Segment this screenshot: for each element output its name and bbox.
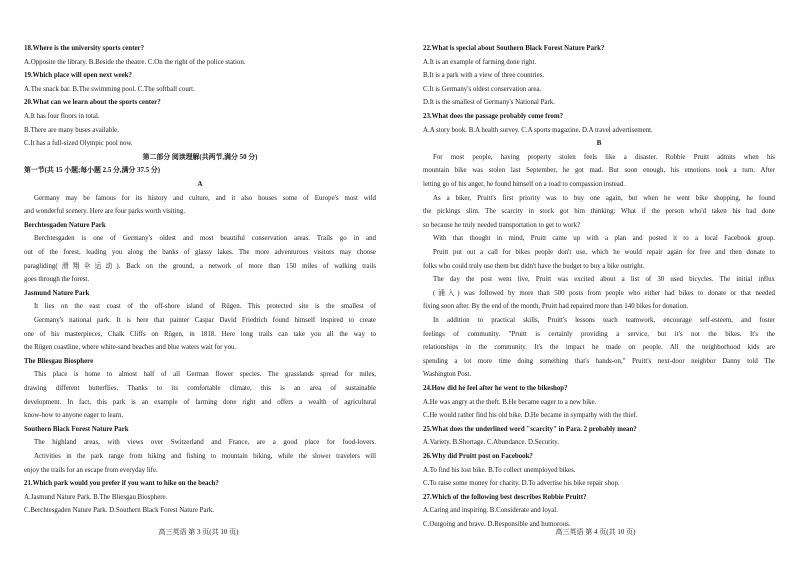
page-3-line: Jasmund Nature Park bbox=[24, 289, 90, 297]
page-3-line: 21.Which park would you prefer if you want to hike on the beach? bbox=[24, 480, 219, 488]
page-4-line: C.To raise some money for charity. D.To advertise his bike repair shop. bbox=[423, 480, 620, 488]
page-4-line: Washington Post. bbox=[423, 371, 472, 379]
page-3-line: A bbox=[197, 181, 203, 188]
page-3-line: one of his masterpieces, Chalk Cliffs on Rügen, in 1818. Here long trails can take you all the way to bbox=[24, 330, 376, 338]
page-4-line: With that thought in mind, Pruitt came up with a plan and posted it to a local Facebook group. bbox=[433, 235, 775, 243]
page-4-line: mountain bike was stolen last September, he got mad. But soon enough, his emotions took a turn. After bbox=[423, 167, 775, 175]
page-4-line: C.It is Germany's oldest conservation area. bbox=[423, 85, 542, 93]
page-4-line: 25.What does the underlined word "scarcity" in Para. 2 probably mean? bbox=[423, 425, 637, 433]
page-4-line: B.It is a park with a view of three countries. bbox=[423, 72, 545, 80]
page-4-line: A.It is an example of farming done right. bbox=[423, 58, 537, 66]
page-4-line: For most people, having property stolen feels like a disaster. Robbie Pruitt admits when his bbox=[433, 153, 775, 161]
page-3-line: C.It has a full-sized Olympic pool now. bbox=[24, 140, 133, 148]
page-4-line: A.Caring and inspiring. B.Considerate and loyal. bbox=[423, 507, 558, 515]
page-4-line: feelings of community. "Pruitt is certainly providing a service, but it's not the bikes. It's the bbox=[423, 330, 775, 338]
page-4-line: fixing soon after. By the end of the month, Pruitt had repaired more than 140 bikes for donation. bbox=[423, 303, 689, 311]
page-3-line: This place is home to almost half of all German flower species. The grasslands spread for miles, bbox=[34, 371, 376, 379]
page-3-line: enjoy the trails for an escape from everyday life. bbox=[24, 466, 158, 474]
page-4-line: 24.How did he feel after he went to the bikeshop? bbox=[423, 385, 568, 392]
page-3-line: Germany's national park. It is here that painter Caspar David Friedrich found himself inspired to create bbox=[34, 317, 376, 324]
page-3-line: B.There are many buses available. bbox=[24, 126, 119, 134]
page-4-line: spending a lot more time doing something that's hands-on," Pruitt's next-door neighbor Danny told The bbox=[423, 357, 775, 365]
page-3-line: goes through the forest. bbox=[24, 276, 90, 284]
page-4-line: folks who could truly use them but didn't have the budget to buy a bike outright. bbox=[423, 262, 645, 270]
page-4-line: A.A story book. B.A health survey. C.A sports magazine. D.A travel advertisement. bbox=[423, 126, 653, 134]
page-3-line: A.It has four floors in total. bbox=[24, 113, 100, 120]
page-3-footer: 高三英语 第 3 页(共 10 页) bbox=[158, 528, 239, 536]
page-3-line: Activities in the park range from hiking and fishing to mountain biking, while the slower travelers will bbox=[34, 453, 376, 460]
page-3-line: Southern Black Forest Nature Park bbox=[24, 425, 129, 433]
page-3-line: A.Opposite the library. B.Beside the theatre. C.On the right of the police station. bbox=[24, 58, 246, 66]
page-4-text bbox=[397, 0, 794, 562]
page-4-line: A.Variety. B.Shortage. C.Abundance. D.Security. bbox=[423, 439, 559, 447]
page-3-line: 19.Which place will open next week? bbox=[24, 72, 132, 80]
page-4-line: The day the post went live, Pruitt was excited about a list of 30 used bicycles. The initial influx bbox=[433, 276, 775, 284]
page-4-line: D.It is the smallest of Germany's National Park. bbox=[423, 99, 555, 107]
page-3-line: It lies on the east coast of the off-shore island of Rügen. This protected site is the smallest of bbox=[34, 303, 376, 311]
page-4-line: the pickings slim. The scarcity in stock got him thinking: What if the person who'd taken his had done bbox=[423, 208, 775, 216]
page-4-line: As a biker, Pruitt's first priority was to buy one again, but when he went bike shopping, he found bbox=[433, 194, 775, 202]
page-3-line: drawing different butterflies. Thanks to its comfortable climate, this is an area of sustainable bbox=[24, 385, 376, 392]
page-3-line: Germany may be famous for its history and culture, and it also houses some of Europe's most wild bbox=[34, 194, 376, 202]
page-3-line: 18.Where is the university sports center? bbox=[24, 45, 145, 52]
page-4-line: (涌入) was followed by more than 500 posts from people who either had bikes to donate or that needed bbox=[433, 289, 775, 297]
page-4-line: relationships in the community. It's the impact he made on people. All the neighborhood kids are bbox=[423, 344, 775, 352]
page-3-line: A.Jasmund Nature Park. B.The Bliesgau Biosphere. bbox=[24, 493, 168, 501]
page-4-line: 27.Which of the following best describes Robbie Pruitt? bbox=[423, 493, 587, 501]
page-3-line: The highland areas, with views over Switzerland and France, are a good place for food-lovers. bbox=[34, 439, 376, 447]
page-3-line: development. In fact, this park is an example of farming done right and offers a wealth of agricultural bbox=[24, 398, 376, 406]
page-4-line: B bbox=[596, 140, 602, 148]
page-4-line: 22.What is special about Southern Black Forest Nature Park? bbox=[423, 45, 605, 52]
page-4-line: A.To find his lost bike. B.To collect unemployed bikes. bbox=[423, 466, 576, 474]
page-4-line: C.He would rather find his old bike. D.He became in sympathy with the thief. bbox=[423, 412, 638, 420]
page-3-line: The Bliesgau Biosphere bbox=[24, 357, 94, 365]
page-3-line: 第一节(共 15 小题;每小题 2.5 分,满分 37.5 分) bbox=[24, 167, 161, 175]
page-3-line: Berchtesgaden is one of Germany's oldest and most beautiful conservation areas. Trails go in and bbox=[34, 235, 376, 243]
page-4-footer: 高三英语 第 4 页(共 10 页) bbox=[555, 528, 636, 536]
page-4-line: Pruitt put out a call for bikes people don't use, which he would repair again for free and then donate to bbox=[433, 249, 775, 256]
page-3-line: A.The snack bar. B.The swimming pool. C.The softball court. bbox=[24, 85, 195, 93]
page-3-line: Berchtesgaden Nature Park bbox=[24, 221, 106, 229]
page-4-line: A.He was angry at the theft. B.He became eager to a new bike. bbox=[423, 398, 597, 406]
page-3-line: 20.What can we learn about the sports center? bbox=[24, 99, 161, 107]
page-4-line: 23.What does the passage probably come from? bbox=[423, 113, 564, 120]
page-4-line: 26.Why did Pruitt post on Facebook? bbox=[423, 453, 533, 460]
page-4-line: so because he truly needed transportation to get to work? bbox=[423, 221, 581, 229]
page-3-line: paragliding(滑翔伞运动). Back on the ground, a network of more than 150 miles of walking trails bbox=[24, 262, 376, 270]
page-4-line: In addition to practical skills, Pruitt's lessons teach teamwork, encourage self-esteem, and foster bbox=[433, 317, 775, 324]
page-3-line: and wonderful scenery. Here are four parks worth visiting. bbox=[24, 208, 186, 216]
page-3-line: C.Berchtesgaden Nature Park. D.Southern Black Forest Nature Park. bbox=[24, 507, 215, 515]
page-4-line: letting go of his anger, he found himself on a road to compassion instead. bbox=[423, 181, 625, 188]
page-3-line: the Rügen coastline, where white-sand beaches and blue waters wait for you. bbox=[24, 344, 237, 352]
page-4 bbox=[397, 0, 794, 562]
page-4-line: C.Outgoing and brave. D.Responsible and humorous. bbox=[423, 521, 571, 528]
page-3-line: know-how to anyone eager to learn. bbox=[24, 412, 124, 420]
page-3-line: out of the forest, leading you along the banks of glassy lakes. The more adventurous visitors may choose bbox=[24, 249, 376, 256]
page-3-line: 第二部分 阅读理解(共两节,满分 50 分) bbox=[142, 153, 258, 161]
